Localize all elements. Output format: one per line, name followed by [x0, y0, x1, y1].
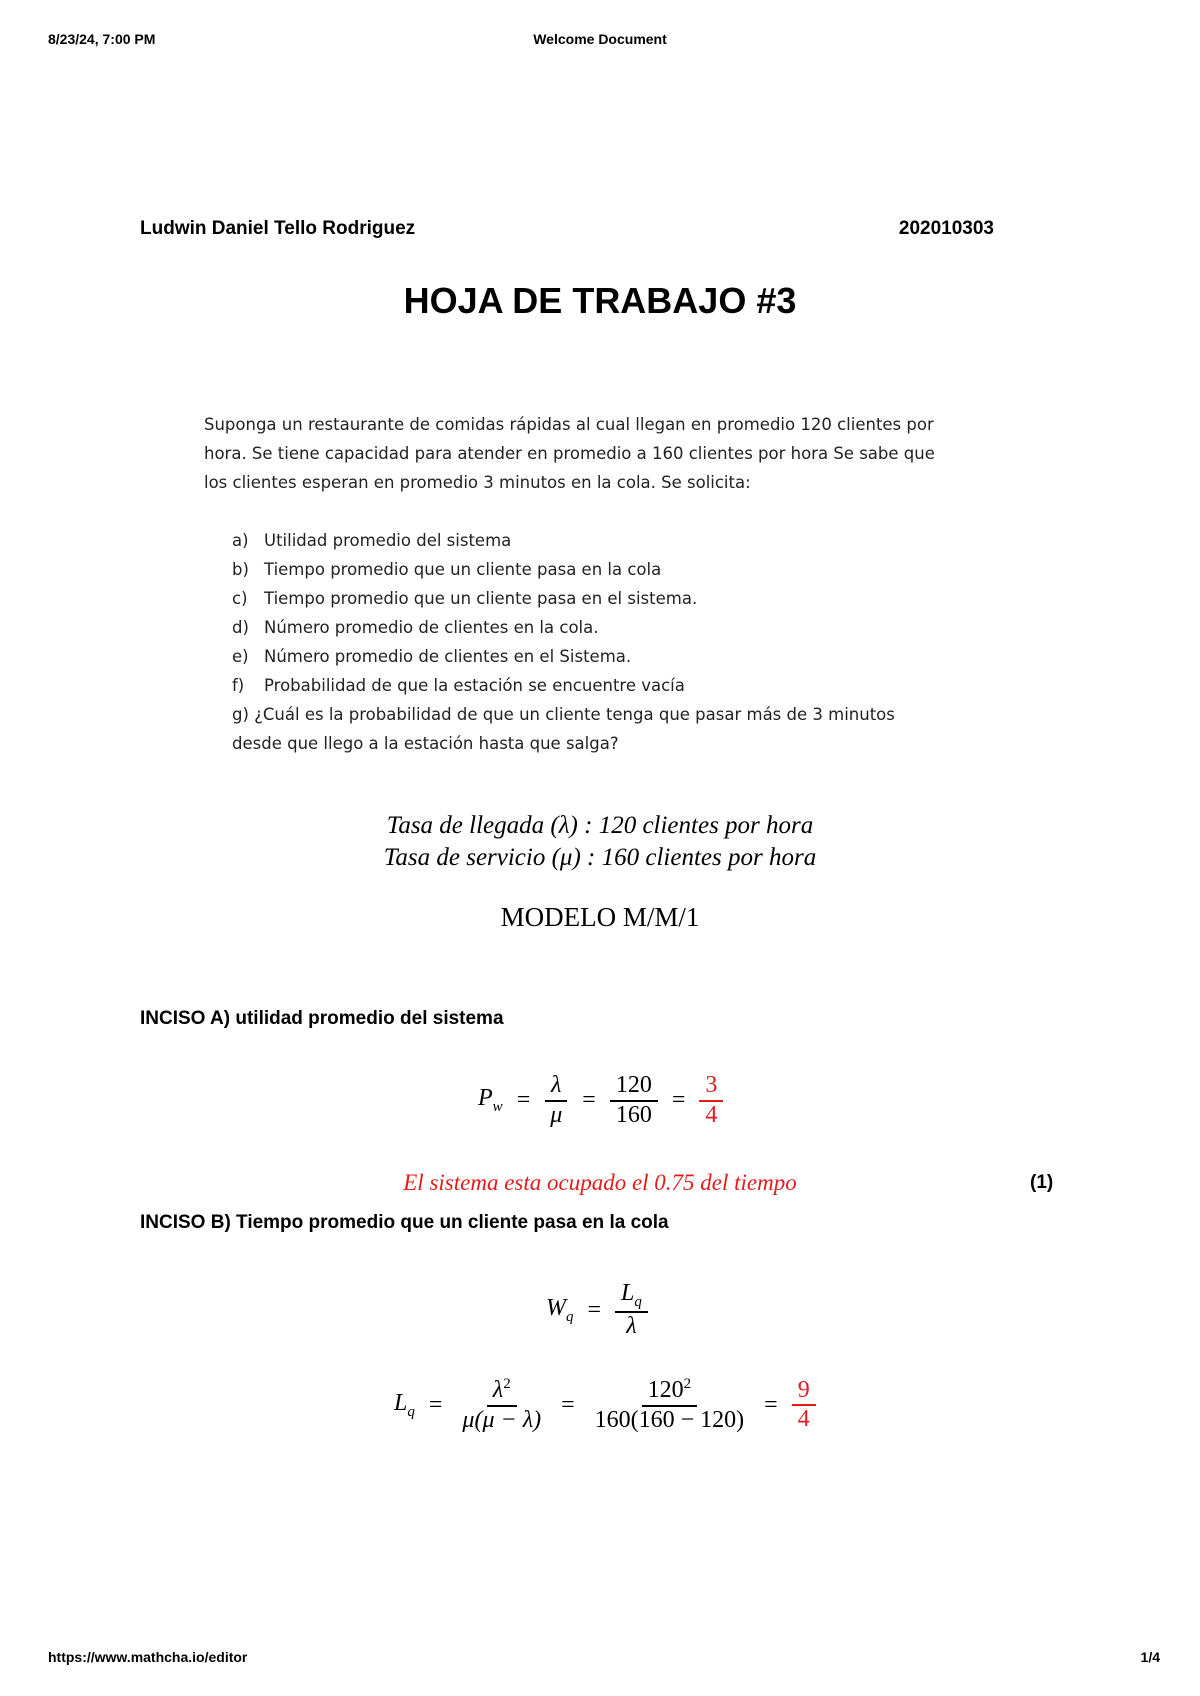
frac-den: μ [550, 1101, 563, 1128]
item-text: Probabilidad de que la estación se encuentre vacía [264, 676, 685, 695]
problem-intro-line: los clientes esperan en promedio 3 minutos en la cola. Se solicita: [204, 473, 751, 492]
problem-items [232, 526, 992, 700]
list-item [232, 671, 992, 700]
pw-var: P [478, 1085, 493, 1112]
page-title: HOJA DE TRABAJO #3 [403, 280, 797, 321]
equals-sign: = [764, 1391, 778, 1418]
wq-equation [546, 1280, 648, 1341]
wq-sub: q [566, 1308, 574, 1325]
service-rate: Tasa de servicio (μ) : 160 clientes por hora [383, 844, 817, 871]
frac-num [615, 1280, 648, 1313]
problem-item-g [232, 700, 1012, 758]
equals-sign: = [516, 1087, 531, 1114]
frac-den: μ(μ − λ) [462, 1406, 542, 1433]
list-item [232, 613, 992, 642]
frac-den: 160(160 − 120) [594, 1406, 745, 1433]
list-item [232, 584, 992, 613]
lq-var: L [621, 1280, 635, 1306]
result-fraction [792, 1377, 816, 1434]
wq-var: W [546, 1294, 566, 1321]
item-letter: c) [232, 589, 248, 608]
problem-statement [204, 410, 1004, 497]
list-item [232, 526, 992, 555]
frac-num: λ [545, 1072, 567, 1102]
model-label: MODELO M/M/1 [500, 902, 700, 932]
lambda-base: λ [492, 1377, 504, 1403]
lq-equation [394, 1376, 816, 1434]
pw-sub: w [492, 1098, 503, 1115]
problem-intro-line: Suponga un restaurante de comidas rápidas al cual llegan en promedio 120 clientes por [204, 415, 934, 434]
item-text: Utilidad promedio del sistema [264, 531, 512, 550]
frac-num [642, 1376, 698, 1407]
frac-den: 4 [797, 1406, 810, 1433]
item-text: Número promedio de clientes en el Sistema. [264, 647, 632, 666]
print-page-number: 1/4 [1140, 1649, 1160, 1665]
equals-sign: = [582, 1087, 596, 1114]
frac-den: 160 [615, 1101, 652, 1128]
lambda-squared-fraction [456, 1376, 547, 1434]
lq-symbol [394, 1390, 415, 1421]
frac-num: 120 [610, 1072, 658, 1102]
numeric-lq-fraction [589, 1376, 751, 1434]
exponent: 2 [683, 1376, 692, 1392]
pw-symbol [478, 1085, 503, 1116]
utilization-conclusion: El sistema esta ocupado el 0.75 del tiempo [403, 1170, 797, 1195]
item-letter: b) [232, 560, 249, 579]
frac-num [487, 1376, 517, 1407]
frac-num: 3 [699, 1072, 723, 1102]
inciso-b-heading: INCISO B) Tiempo promedio que un cliente pasa en la cola [140, 1212, 669, 1233]
result-fraction [699, 1072, 723, 1129]
item-letter: f) [232, 676, 245, 695]
inciso-a-heading: INCISO A) utilidad promedio del sistema [140, 1008, 504, 1029]
author-name: Ludwin Daniel Tello Rodriguez [140, 218, 416, 239]
item-text: Número promedio de clientes en la cola. [264, 618, 599, 637]
print-doc-title: Welcome Document [533, 31, 667, 47]
item-text: Tiempo promedio que un cliente pasa en el sistema. [264, 589, 698, 608]
item-g-line: g) ¿Cuál es la probabilidad de que un cliente tenga que pasar más de 3 minutos [232, 705, 895, 724]
print-url: https://www.mathcha.io/editor [48, 1649, 248, 1665]
exponent: 2 [503, 1376, 511, 1392]
item-letter: d) [232, 618, 249, 637]
equation-number: (1) [1030, 1172, 1054, 1193]
student-id: 202010303 [898, 218, 994, 239]
frac-num: 9 [792, 1377, 816, 1407]
num-base: 120 [647, 1377, 684, 1403]
frac-den: 4 [705, 1101, 718, 1128]
list-item [232, 642, 992, 671]
lq-sub: q [407, 1403, 415, 1420]
equals-sign: = [671, 1087, 686, 1114]
equals-sign: = [587, 1296, 602, 1323]
equals-sign: = [561, 1391, 575, 1418]
wq-symbol [546, 1295, 574, 1326]
equals-sign: = [428, 1391, 443, 1418]
item-letter: e) [232, 647, 249, 666]
item-g-line: desde que llego a la estación hasta que salga? [232, 734, 619, 753]
item-letter: a) [232, 531, 249, 550]
problem-intro-line: hora. Se tiene capacidad para atender en promedio a 160 clientes por hora Se sabe que [204, 444, 935, 463]
numeric-fraction [610, 1072, 658, 1129]
print-datetime: 8/23/24, 7:00 PM [48, 31, 156, 47]
lq-over-lambda [615, 1280, 648, 1341]
list-item [232, 555, 992, 584]
frac-den: λ [626, 1313, 637, 1340]
utilization-equation [478, 1072, 723, 1129]
lambda-over-mu [544, 1072, 568, 1129]
lq-sub: q [634, 1293, 642, 1310]
lq-var: L [394, 1389, 408, 1416]
item-text: Tiempo promedio que un cliente pasa en la cola [264, 560, 662, 579]
arrival-rate: Tasa de llegada (λ) : 120 clientes por hora [386, 812, 814, 839]
